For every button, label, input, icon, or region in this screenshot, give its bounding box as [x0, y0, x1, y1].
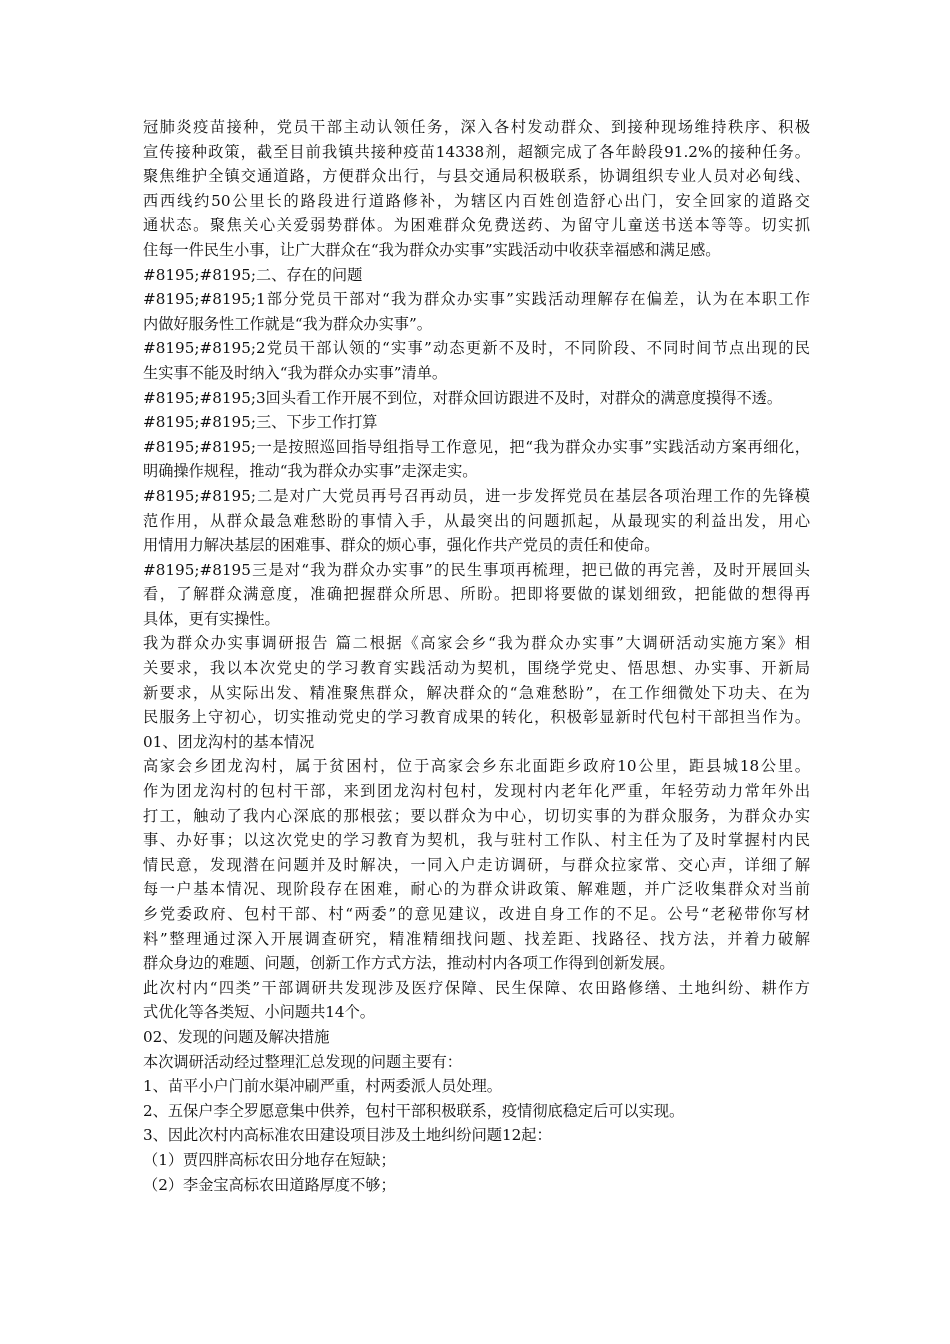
text-line: #8195;#8195三是对“我为群众办实事”的民生事项再梳理，把已做的再完善，及时开展回头	[143, 560, 810, 579]
text-line: 作为团龙沟村的包村干部，来到团龙沟村包村，发现村内老年化严重，年轻劳动力常年外出	[143, 782, 810, 801]
text-line: 冠肺炎疫苗接种，党员干部主动认领任务，深入各村发动群众、到接种现场维持秩序、积极	[143, 118, 810, 136]
text-line: 1、苗平小户门前水渠冲刷严重，村两委派人员处理。	[143, 1077, 502, 1096]
text-line: （1）贾四胖高标农田分地存在短缺；	[143, 1150, 396, 1169]
text-line: #8195;#8195;1部分党员干部对“我为群众办实事”实践活动理解存在偏差，认为在本职工作	[143, 290, 810, 309]
text-line: 西西线约50公里长的路段进行道路修补，为辖区内百姓创造舒心出门，安全回家的道路交	[143, 191, 810, 210]
text-line: 2、五保户李仝罗愿意集中供养，包村干部积极联系，疫情彻底稳定后可以实现。	[143, 1101, 685, 1120]
text-line: 明确操作规程，推动“我为群众办实事”走深走实。	[143, 462, 478, 481]
text-line: 民服务上守初心，切实推动党史的学习教育成果的转化，积极彰显新时代包村干部担当作为。	[143, 708, 810, 727]
text-line: 范作用，从群众最急难愁盼的事情入手，从最突出的问题抓起，从最现实的利益出发，用心	[143, 511, 810, 530]
text-line: 此次村内“四类”干部调研共发现涉及医疗保障、民生保障、农田路修缮、土地纠纷、耕作方	[143, 978, 810, 997]
text-line: 式优化等各类短、小问题共14个。	[143, 1003, 375, 1022]
text-line: 情民意，发现潜在问题并及时解决，一同入户走访调研，与群众拉家常、交心声，详细了解	[143, 855, 810, 874]
text-line: 内做好服务性工作就是“我为群众办实事”。	[143, 314, 432, 333]
text-line: 关要求，我以本次党史的学习教育实践活动为契机，围绕学党史、悟思想、办实事、开新局	[143, 659, 810, 678]
text-line: #8195;#8195;二是对广大党员再号召再动员，进一步发挥党员在基层各项治理工作的先锋模	[143, 486, 810, 505]
text-line: 群众身边的难题、问题，创新工作方式方法，推动村内各项工作得到创新发展。	[143, 954, 675, 973]
text-line: #8195;#8195;2党员干部认领的“实事”动态更新不及时，不同阶段、不同时间节点出现的民	[143, 339, 810, 358]
text-line: 02、发现的问题及解决措施	[143, 1027, 330, 1046]
text-line: 住每一件民生小事，让广大群众在“我为群众办实事”实践活动中收获幸福感和满足感。	[143, 240, 721, 259]
text-line: 3、因此次村内高标准农田建设项目涉及土地纠纷问题12起：	[143, 1126, 552, 1145]
text-line: #8195;#8195;3回头看工作开展不到位，对群众回访跟进不及时，对群众的满意度摸得不透。	[143, 388, 783, 407]
text-line: 我为群众办实事调研报告 篇二根据《高家会乡“我为群众办实事”大调研活动实施方案》相	[143, 634, 810, 653]
text-line: #8195;#8195;一是按照巡回指导组指导工作意见，把“我为群众办实事”实践活动方案再细化，	[143, 437, 810, 456]
text-line: （2）李金宝高标农田道路厚度不够；	[143, 1175, 396, 1194]
text-line: 用情用力解决基层的困难事、群众的烦心事，强化作共产党员的责任和使命。	[143, 536, 660, 555]
text-line: 料”整理通过深入开展调查研究，精准精细找问题、找差距、找路径、找方法，并着力破解	[143, 929, 810, 948]
text-line: 聚焦维护全镇交通道路，方便群众出行，与县交通局积极联系，协调组织专业人员对必甸线、	[143, 167, 810, 186]
text-line: 本次调研活动经过整理汇总发现的问题主要有：	[143, 1052, 462, 1071]
text-line: 看，了解群众满意度，准确把握群众所思、所盼。把即将要做的谋划细致，把能做的想得再	[143, 585, 810, 604]
text-line: 打工，触动了我内心深底的那根弦；要以群众为中心，切切实事的为群众服务，为群众办实	[143, 806, 810, 825]
text-line: 01、团龙沟村的基本情况	[143, 732, 315, 751]
text-line: 每一户基本情况、现阶段存在困难，耐心的为群众讲政策、解难题，并广泛收集群众对当前	[143, 880, 810, 899]
text-line: 乡党委政府、包村干部、村“两委”的意见建议，改进自身工作的不足。公号“老秘带你写材	[143, 905, 810, 923]
text-line: 事、办好事；以这次党史的学习教育为契机，我与驻村工作队、村主任为了及时掌握村内民	[143, 831, 810, 850]
document-body	[143, 115, 810, 1197]
text-line: 具体，更有实操性。	[143, 609, 280, 628]
text-line: 新要求，从实际出发、精准聚焦群众，解决群众的“急难愁盼”，在工作细微处下功夫、在为	[143, 683, 810, 702]
text-line: 通状态。聚焦关心关爱弱势群体。为困难群众免费送药、为留守儿童送书送本等等。切实抓	[143, 216, 810, 235]
text-line: #8195;#8195;三、下步工作打算	[143, 413, 378, 432]
text-line: 宣传接种政策，截至目前我镇共接种疫苗14338剂，超额完成了各年龄段91.2%的接种任务。	[143, 142, 810, 161]
text-line: 高家会乡团龙沟村，属于贫困村，位于高家会乡东北面距乡政府10公里，距县城18公里。	[143, 757, 810, 776]
text-line: 生实事不能及时纳入“我为群众办实事”清单。	[143, 363, 448, 382]
text-line: #8195;#8195;二、存在的问题	[143, 265, 363, 284]
